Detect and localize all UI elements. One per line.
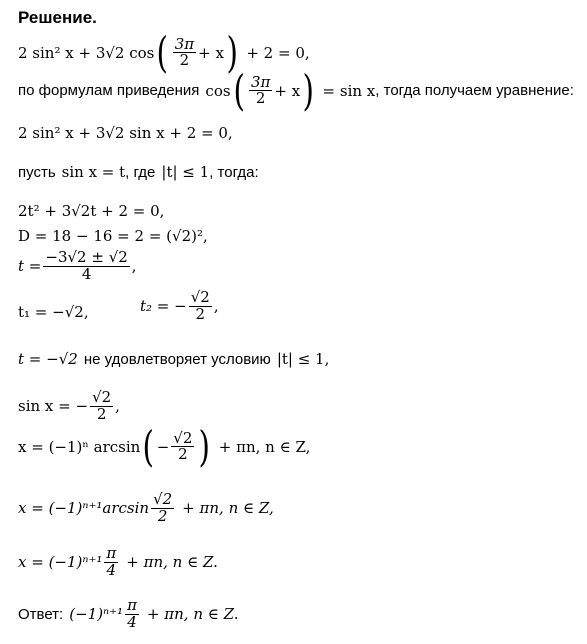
- general-solution-3: [18, 546, 218, 579]
- g3-lhs: x = (−1)ⁿ⁺¹: [18, 553, 103, 572]
- g2-lhs: x = (−1)ⁿ⁺¹arcsin: [18, 499, 150, 518]
- reduction-text-before: по формулам приведения: [18, 82, 200, 100]
- sinx-den: 2: [96, 404, 107, 423]
- answer-den: 4: [127, 612, 137, 631]
- roots-tail: ,: [131, 257, 137, 276]
- g1-den: 2: [178, 445, 188, 464]
- g3-tail: + πn, n ∈ Z.: [126, 553, 218, 572]
- g3-num: π: [106, 544, 117, 562]
- g3-den: 4: [106, 560, 117, 579]
- left-paren: (: [142, 422, 155, 471]
- answer-tail: + πn, n ∈ Z.: [146, 605, 239, 624]
- eq1-in-tail: + x: [198, 43, 224, 62]
- reject-text: не удовлетворяет условию: [83, 350, 271, 368]
- general-solution-1: [18, 422, 311, 471]
- solution-title: Решение.: [18, 8, 97, 27]
- t2-fraction: [189, 290, 212, 323]
- g2-den: 2: [157, 506, 168, 525]
- roots-num: −3√2 ± √2: [45, 248, 128, 266]
- sub-text-gde: , где: [125, 163, 156, 181]
- sub-text-pust: пусть: [18, 163, 56, 181]
- eq1-frac-num: 3π: [174, 34, 195, 53]
- answer-label: Ответ:: [18, 605, 64, 623]
- sinx-equation: [18, 390, 120, 423]
- left-paren: (: [233, 66, 245, 115]
- g1-lhs: x = (−1)ⁿ arcsin: [18, 437, 141, 456]
- eq1-frac-den: 2: [179, 51, 190, 70]
- t2-den: 2: [195, 304, 206, 323]
- g3-fraction: [104, 546, 118, 579]
- root-t1: t₁ = −√2,: [18, 303, 89, 321]
- general-solution-2: [18, 492, 274, 525]
- t2-tail: ,: [213, 297, 219, 316]
- roots-den: 4: [81, 264, 92, 283]
- g2-fraction: [151, 492, 174, 525]
- equation-reduced: 2 sin² x + 3√2 sin x + 2 = 0,: [18, 124, 233, 142]
- eq1-post: + 2 = 0,: [246, 43, 310, 62]
- eq1-fraction: [173, 34, 196, 70]
- roots-fraction: [43, 250, 129, 283]
- reduction-fraction: [249, 72, 272, 108]
- reduction-text-after: , тогда получаем уравнение:: [375, 82, 574, 100]
- sinx-num: √2: [92, 388, 112, 406]
- reduction-in-tail: + x: [274, 81, 301, 100]
- reduction-cos: cos: [205, 81, 231, 100]
- g1-inner-sign: −: [156, 437, 170, 456]
- right-paren: ): [226, 28, 238, 77]
- t2-lhs: t₂ = −: [140, 297, 187, 316]
- sinx-fraction: [90, 390, 113, 423]
- answer-num: π: [127, 596, 137, 614]
- right-paren: ): [198, 422, 211, 471]
- reduction-frac-den: 2: [255, 89, 266, 108]
- discriminant: D = 18 − 16 = 2 = (√2)²,: [18, 227, 208, 245]
- sub-cond: |t| ≤ 1: [161, 163, 210, 181]
- answer-line: [18, 598, 239, 631]
- reduction-frac-num: 3π: [250, 72, 271, 91]
- quadratic-equation: 2t² + 3√2t + 2 = 0,: [18, 202, 165, 220]
- roots-formula: [18, 250, 137, 283]
- roots-lhs: t =: [18, 257, 42, 276]
- reject-cond: |t| ≤ 1,: [276, 350, 330, 368]
- g1-fraction: [171, 428, 194, 464]
- root-t2: [140, 290, 219, 323]
- sub-text-togda: , тогда:: [209, 163, 259, 181]
- sub-expr: sin x = t: [61, 163, 126, 181]
- equation-original: [18, 28, 310, 77]
- g1-num: √2: [173, 428, 193, 447]
- t2-num: √2: [190, 288, 210, 306]
- answer-lhs: (−1)ⁿ⁺¹: [69, 605, 124, 624]
- reject-line: [18, 350, 329, 368]
- sinx-lhs: sin x = −: [18, 397, 89, 416]
- answer-fraction: [125, 598, 139, 631]
- sinx-tail: ,: [115, 397, 120, 416]
- g2-tail: + πn, n ∈ Z,: [182, 499, 274, 518]
- g1-tail: + πn, n ∈ Z,: [218, 437, 311, 456]
- right-paren: ): [302, 66, 315, 115]
- left-paren: (: [156, 28, 169, 77]
- reduction-line: [18, 66, 574, 115]
- substitution-line: [18, 163, 259, 181]
- eq1-pre: 2 sin² x + 3√2 cos: [18, 43, 155, 62]
- reject-expr: t = −√2: [18, 350, 78, 368]
- g2-num: √2: [153, 490, 173, 508]
- reduction-equals: = sin x: [322, 81, 376, 100]
